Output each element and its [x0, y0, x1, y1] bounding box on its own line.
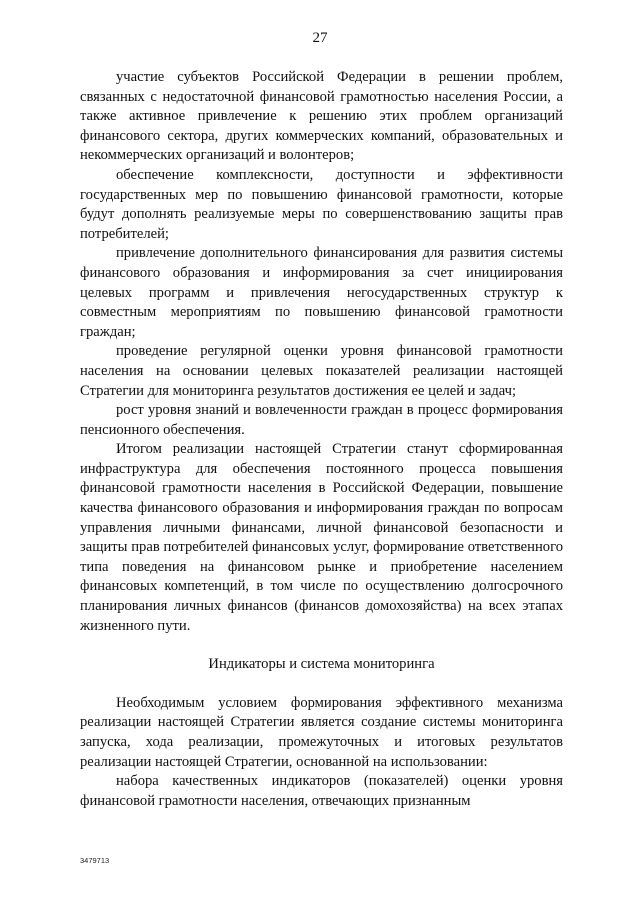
document-code: 3479713: [80, 856, 110, 865]
paragraph-regions-participation: участие субъектов Российской Федерации в решении проблем, связанных с недостаточной финансовой грамотностью населения России, а также активное привлечение к решению этих проблем организаций финансового сектора, других коммерческих компаний, образовательных и некоммерческих организаций и волонтеров;: [80, 69, 563, 164]
section-heading: Индикаторы и система мониторинга: [208, 656, 435, 673]
paragraph-regular-assessment: проведение регулярной оценки уровня финансовой грамотности населения на основании целевых показателей реализации настоящей Стратегии для мониторинга результатов достижения ее целей и задач;: [80, 343, 563, 399]
paragraph-strategy-outcome: Итогом реализации настоящей Стратегии станут сформированная инфраструктура для обеспечения постоянного процесса повышения финансовой грамотности населения в Российской Федерации, повышение качества финансового образования и информирования граждан по вопросам управления личными финансами, личной финансовой безопасности и защиты прав потребителей финансовых услуг, формирование ответственного типа поведения на финансовом рынке и приобретение населением финансовых компетенций, в том числе по осуществлению долгосрочного планирования личных финансов (финансов домохозяйства) на всех этапах жизненного пути.: [80, 441, 563, 634]
page-number: 27: [312, 30, 328, 46]
document-body: [80, 68, 563, 811]
paragraph-pension-knowledge: рост уровня знаний и вовлеченности граждан в процесс формирования пенсионного обеспечения.: [80, 402, 563, 438]
paragraph-state-measures: обеспечение комплексности, доступности и эффективности государственных мер по повышению финансовой грамотности, которые будут дополнять реализуемые меры по совершенствованию защиты прав потребителей;: [80, 166, 563, 242]
paragraph-monitoring-condition: Необходимым условием формирования эффективного механизма реализации настоящей Стратегии является создание системы мониторинга запуска, хода реализации, промежуточных и итоговых результатов реализации настоящей Стратегии, основанной на использовании:: [80, 694, 563, 770]
paragraph-indicators-set: набора качественных индикаторов (показателей) оценки уровня финансовой грамотности населения, отвечающих признанным: [80, 773, 563, 809]
paragraph-additional-funding: привлечение дополнительного финансирования для развития системы финансового образования и информирования за счет инициирования целевых программ и привлечения негосударственных структур к совместным мероприятиям по повышению финансовой грамотности граждан;: [80, 245, 563, 340]
